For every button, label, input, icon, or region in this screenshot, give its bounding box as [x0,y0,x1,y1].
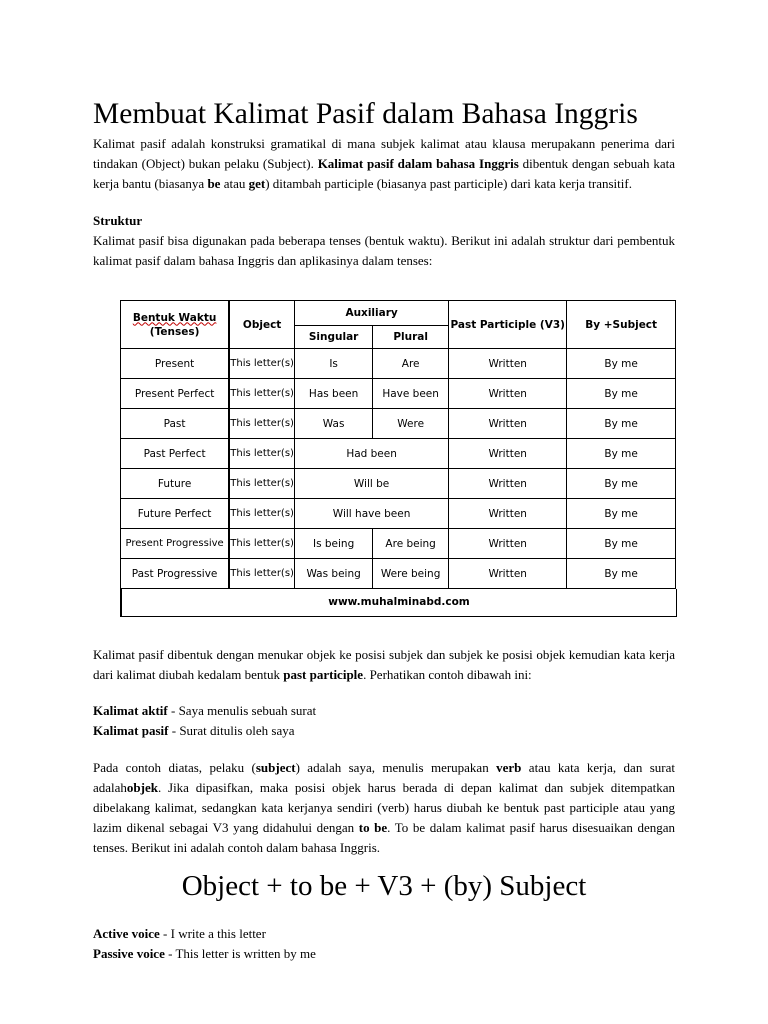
cell-by: By me [567,379,676,409]
cell-object: This letter(s) [229,439,294,469]
document-body-continued [93,645,675,858]
para2-text-2: . Perhatikan contoh dibawah ini: [363,667,532,682]
cell-by: By me [567,469,676,499]
header-past-participle: Past Participle (V3) [449,301,567,349]
example-pasif [93,721,675,741]
cell-v3: Written [449,499,567,529]
intro-text-4: ) ditambah participle (biasanya past participle) dari kata kerja transitif. [265,176,632,191]
cell-tense: Present Perfect [121,379,230,409]
table-row [121,529,676,559]
cell-plural: Have been [373,379,449,409]
example-passive-voice [93,944,675,964]
intro-text-3: atau [220,176,249,191]
cell-singular: Was [295,409,373,439]
example-voice-section [93,924,675,964]
cell-by: By me [567,439,676,469]
cell-tense: Past [121,409,230,439]
example-active-voice [93,924,675,944]
cell-by: By me [567,559,676,589]
text-kalimat-pasif: - Surat ditulis oleh saya [168,723,295,738]
document-body [93,96,675,271]
text-active-voice: - I write a this letter [159,926,266,941]
cell-object: This letter(s) [229,379,294,409]
table-row [121,439,676,469]
cell-object: This letter(s) [229,499,294,529]
cell-auxiliary: Had been [295,439,449,469]
text-kalimat-aktif: - Saya menulis sebuah surat [167,703,317,718]
cell-by: By me [567,499,676,529]
intro-text-2: dibentuk dengan sebuah kata kerja bantu (biasanya [93,156,675,191]
struktur-heading-text: Struktur [93,213,143,228]
intro-text-1: Kalimat pasif adalah konstruksi gramatikal di mana subjek kalimat atau klausa merupakann penerima dari tindakan (Object) bukan pelaku (Subject). [93,136,675,171]
table-row [121,379,676,409]
header-auxiliary: Auxiliary [295,301,449,326]
table-footer-url: www.muhalminabd.com [120,589,677,617]
cell-plural: Were [373,409,449,439]
intro-paragraph [93,134,675,194]
intro-bold-be: be [207,176,221,191]
cell-v3: Written [449,469,567,499]
struktur-paragraph: Kalimat pasif bisa digunakan pada beberapa tenses (bentuk waktu). Berikut ini adalah struktur dari pembentuk kalimat pasif dalam bahasa Inggris dan aplikasinya dalam tenses: [93,233,675,268]
cell-plural: Are being [373,529,449,559]
table-row [121,469,676,499]
table-row [121,499,676,529]
header-singular: Singular [295,326,373,349]
label-active-voice: Active voice [93,926,160,941]
cell-tense: Future [121,469,230,499]
cell-object: This letter(s) [229,529,294,559]
header-bentuk-waktu: Bentuk Waktu (Tenses) [121,301,230,349]
cell-object: This letter(s) [229,409,294,439]
intro-bold-1: Kalimat pasif dalam bahasa Inggris [317,156,519,171]
page-title: Membuat Kalimat Pasif dalam Bahasa Inggris [93,98,638,130]
cell-v3: Written [449,379,567,409]
header-plural: Plural [373,326,449,349]
tenses-table [120,300,676,589]
cell-v3: Written [449,349,567,379]
cell-v3: Written [449,529,567,559]
cell-singular: Has been [295,379,373,409]
cell-plural: Were being [373,559,449,589]
header-by-subject: By +Subject [567,301,676,349]
cell-tense: Future Perfect [121,499,230,529]
bold-to-be: to be [358,820,388,835]
para2-text-1: Kalimat pasif dibentuk dengan menukar objek ke posisi subjek dan subjek ke posisi objek kemudian kata kerja dari kalimat diubah kedalam bentuk [93,647,675,682]
cell-singular: Is [295,349,373,379]
example-aktif [93,701,675,721]
table-header-row [121,301,676,326]
bold-subject: subject [255,760,296,775]
text-passive-voice: - This letter is written by me [164,946,316,961]
cell-tense: Present [121,349,230,379]
cell-tense: Present Progressive [121,529,230,559]
table-row [121,409,676,439]
cell-auxiliary: Will have been [295,499,449,529]
cell-object: This letter(s) [229,469,294,499]
label-kalimat-pasif: Kalimat pasif [93,723,169,738]
bold-objek: objek [126,780,158,795]
cell-plural: Are [373,349,449,379]
cell-by: By me [567,409,676,439]
table-row [121,559,676,589]
cell-auxiliary: Will be [295,469,449,499]
label-passive-voice: Passive voice [93,946,165,961]
label-kalimat-aktif: Kalimat aktif [93,703,168,718]
cell-by: By me [567,349,676,379]
cell-singular: Was being [295,559,373,589]
table-row [121,349,676,379]
tenses-table-image [120,300,676,622]
cell-singular: Is being [295,529,373,559]
header-object: Object [229,301,294,349]
para-pasif-dibentuk [93,645,675,685]
intro-bold-get: get [248,176,266,191]
cell-v3: Written [449,409,567,439]
passive-formula: Object + to be + V3 + (by) Subject [181,870,587,902]
cell-tense: Past Perfect [121,439,230,469]
struktur-heading [93,211,675,231]
cell-v3: Written [449,439,567,469]
para2-bold: past participle [283,667,364,682]
cell-tense: Past Progressive [121,559,230,589]
cell-object: This letter(s) [229,349,294,379]
cell-by: By me [567,529,676,559]
para-penjelasan: Pada contoh diatas, pelaku (subject) adalah saya, menulis merupakan verb atau kata kerja, dan surat adalahobjek. Jika dipasifkan, maka posisi objek harus berada di depan kalimat dan subjek ditempatkan dibelakang kalimat, sedangkan kata kerjanya sendiri (verb) harus diubah ke bentuk past participle atau yang lazim dikenal sebagai V3 yang didahului dengan to be. To be dalam kalimat pasif harus disesuaikan dengan tenses. Berikut ini adalah contoh dalam bahasa Inggris. [93,760,675,855]
cell-object: This letter(s) [229,559,294,589]
bold-verb: verb [496,760,522,775]
cell-v3: Written [449,559,567,589]
